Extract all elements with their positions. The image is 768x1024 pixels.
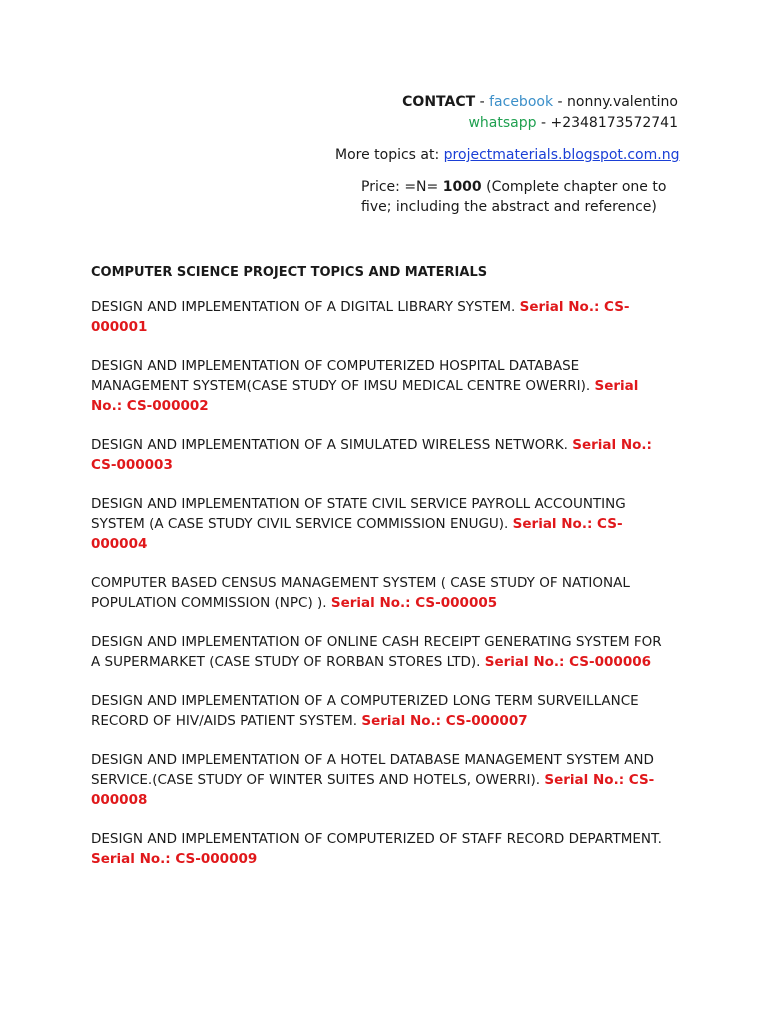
blog-link[interactable]: projectmaterials.blogspot.com.ng (443, 147, 680, 163)
topic-title: DESIGN AND IMPLEMENTATION OF A DIGITAL LIBRARY SYSTEM. (91, 299, 516, 315)
serial-number: Serial No.: CS-000009 (91, 851, 258, 867)
dash: - (536, 115, 551, 131)
topic-item (91, 691, 671, 731)
whatsapp-line (402, 113, 678, 134)
topic-item (91, 356, 671, 416)
facebook-label: facebook (489, 94, 554, 110)
topic-title: DESIGN AND IMPLEMENTATION OF A SIMULATED WIRELESS NETWORK. (91, 437, 568, 453)
serial-number: Serial No.: CS-000004 (91, 516, 623, 552)
topic-item (91, 494, 671, 554)
contact-line (402, 92, 678, 113)
topics-content (91, 263, 671, 888)
topic-item (91, 750, 671, 810)
topic-title: DESIGN AND IMPLEMENTATION OF STATE CIVIL SERVICE PAYROLL ACCOUNTING SYSTEM (A CASE STUDY CIVIL SERVICE COMMISSION ENUGU). (91, 496, 626, 532)
topic-item (91, 829, 671, 869)
topic-title: DESIGN AND IMPLEMENTATION OF A HOTEL DATABASE MANAGEMENT SYSTEM AND SERVICE.(CASE STUDY OF WINTER SUITES AND HOTELS, OWERRI). (91, 752, 654, 788)
topic-item (91, 297, 671, 337)
section-title: COMPUTER SCIENCE PROJECT TOPICS AND MATERIALS (91, 265, 488, 280)
serial-number: Serial No.: CS-000006 (484, 654, 651, 670)
more-topics-line (335, 145, 679, 166)
topic-title: DESIGN AND IMPLEMENTATION OF ONLINE CASH RECEIPT GENERATING SYSTEM FOR A SUPERMARKET (CASE STUDY OF RORBAN STORES LTD). (91, 634, 662, 670)
topic-item (91, 573, 671, 613)
topic-title: DESIGN AND IMPLEMENTATION OF COMPUTERIZED HOSPITAL DATABASE MANAGEMENT SYSTEM(CASE STUDY OF IMSU MEDICAL CENTRE OWERRI). (91, 358, 591, 394)
price-info (361, 177, 691, 217)
serial-number: Serial No.: CS-000003 (91, 437, 652, 473)
dash: - (553, 94, 568, 110)
serial-number: Serial No.: CS-000007 (361, 713, 528, 729)
facebook-handle: nonny.valentino (567, 94, 678, 110)
price-note: (Complete chapter one to five; including the abstract and reference) (361, 179, 667, 215)
topic-title: COMPUTER BASED CENSUS MANAGEMENT SYSTEM ( CASE STUDY OF NATIONAL POPULATION COMMISSION (NPC) ). (91, 575, 630, 611)
serial-number: Serial No.: CS-000005 (330, 595, 498, 611)
serial-number: Serial No.: CS-000001 (91, 299, 630, 335)
topic-item (91, 435, 671, 475)
whatsapp-label: whatsapp (468, 115, 537, 131)
serial-number: Serial No.: CS-000002 (91, 378, 639, 414)
contact-label: CONTACT (402, 94, 476, 110)
topic-title: DESIGN AND IMPLEMENTATION OF A COMPUTERIZED LONG TERM SURVEILLANCE RECORD OF HIV/AIDS PATIENT SYSTEM. (91, 693, 639, 729)
price-value: 1000 (442, 179, 482, 195)
topic-title: DESIGN AND IMPLEMENTATION OF COMPUTERIZED OF STAFF RECORD DEPARTMENT. (91, 831, 662, 847)
topic-item (91, 632, 671, 672)
price-label: Price: =N= (361, 179, 443, 195)
serial-number: Serial No.: CS-000008 (91, 772, 655, 808)
dash: - (475, 94, 490, 110)
whatsapp-number: +2348173572741 (550, 115, 678, 131)
more-topics-label: More topics at: (335, 147, 444, 163)
contact-block (402, 92, 678, 134)
